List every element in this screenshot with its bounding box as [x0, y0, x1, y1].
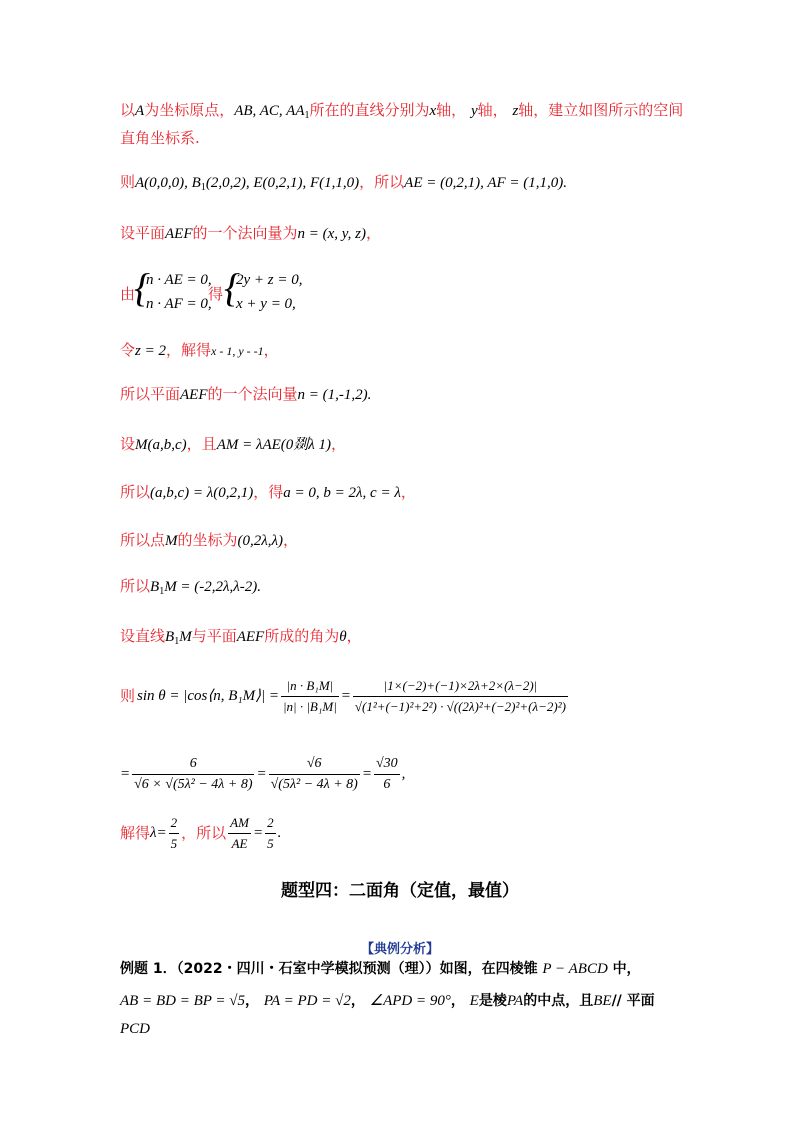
math: z = 2: [135, 343, 166, 359]
fraction: [169, 813, 180, 854]
fraction: [353, 676, 568, 717]
math: a = 0, b = 2λ, c = λ: [283, 485, 401, 501]
math: A(0,0,0), B: [135, 175, 201, 191]
text: 以: [120, 101, 136, 119]
section-title: 题型四：二面角（定值，最值）: [281, 881, 519, 901]
math: BE: [593, 993, 612, 1009]
denominator: √6 × √(5λ² − 4λ + 8): [132, 774, 254, 795]
text: ，: [346, 627, 362, 645]
math: 2y + z = 0,: [236, 272, 303, 288]
math: =: [340, 688, 351, 704]
subscript: 1: [304, 110, 310, 121]
math: AB = BD = BP = √5: [120, 993, 245, 1009]
numerator: AM: [230, 814, 249, 830]
text: 所以点: [120, 531, 166, 549]
math: x: [429, 103, 437, 119]
math: λ=: [150, 825, 167, 841]
solution-line-10: [120, 530, 298, 551]
fraction: [281, 676, 339, 717]
math: n · AF = 0,: [146, 296, 212, 312]
example-line-1: [120, 958, 641, 979]
math: PCD: [120, 1021, 150, 1037]
text: 的一个法向量为: [192, 224, 298, 242]
numerator: √6: [306, 755, 322, 771]
text: 解得: [120, 824, 151, 842]
math: ∠APD = 90°: [369, 993, 451, 1009]
denominator: √(5λ² − 4λ + 8): [269, 774, 360, 795]
fraction: [228, 813, 251, 854]
text: 所以平面: [120, 385, 181, 403]
math: .: [367, 387, 372, 403]
math: AB, AC, AA: [234, 103, 305, 119]
text: 与平面: [191, 627, 237, 645]
numerator: 2: [267, 814, 274, 830]
solution-line-11: [120, 576, 261, 602]
math: (2,0,2), E(0,2,1), F(1,1,0): [205, 175, 360, 191]
math: AM = λAE(0剟λ 1): [216, 437, 332, 453]
math: n = (x, y, z): [297, 226, 366, 242]
math: .: [277, 825, 282, 841]
math: =: [361, 766, 372, 782]
text: 的坐标为: [177, 531, 238, 549]
text: 由: [120, 285, 136, 303]
text: ，: [400, 483, 416, 501]
math: n · AE = 0,: [146, 272, 212, 288]
math: M: [179, 629, 192, 645]
math: AE = (0,2,1), AF = (1,1,0): [404, 175, 564, 191]
text: 所以: [120, 577, 151, 595]
math: y: [470, 103, 478, 119]
subscript: 1: [159, 586, 165, 597]
math: =: [120, 766, 131, 782]
math: M: [165, 533, 178, 549]
math: =: [256, 766, 267, 782]
text: 得: [208, 285, 224, 303]
fraction: [132, 754, 254, 795]
math: x - 1, y - -1: [211, 344, 264, 358]
denominator: 6: [374, 774, 400, 795]
text: 轴，: [436, 101, 467, 119]
text: 中，: [612, 961, 641, 977]
math: A: [135, 103, 145, 119]
fraction: [265, 813, 276, 854]
example-header-row: [0, 938, 800, 957]
text: ，所以: [181, 824, 227, 842]
solution-line-3: 则A(0,0,0), $B_1(2,0,2)$, E(0,2,1), F(1,1,0)，所以AE = (0,2,1), AF = (1,1,0).: [120, 173, 568, 193]
numerator: |n · B₁M|: [286, 677, 334, 693]
math: sin θ = |cos⟨n, B₁M⟩| =: [137, 688, 279, 704]
text: 的中点，且: [523, 993, 594, 1009]
text: 轴，: [477, 101, 508, 119]
example-header: 【典例分析】: [360, 942, 439, 957]
math: x + y = 0,: [236, 296, 296, 312]
math: AEF: [236, 629, 265, 645]
math: B: [165, 629, 175, 645]
denominator: √(1²+(−1)²+2²) · √((2λ)²+(−2)²+(λ−2)²): [353, 696, 568, 717]
math: AEF: [180, 387, 208, 403]
text: ，: [283, 531, 299, 549]
math: ,: [401, 766, 406, 782]
solution-line-9: [120, 482, 416, 503]
solution-line-7: [120, 384, 371, 405]
solution-line-6: [120, 340, 279, 361]
text: ，: [350, 993, 365, 1009]
example-line-2: [120, 990, 655, 1011]
denominator: |n| · |B₁M|: [281, 696, 339, 717]
math: E: [469, 993, 479, 1009]
numerator: 2: [170, 814, 178, 830]
text: 则: [120, 173, 136, 191]
math: =: [252, 825, 264, 841]
math: .: [563, 175, 568, 191]
denominator: 5: [265, 833, 276, 854]
left-brace: {: [224, 265, 240, 310]
text: 所在的直线分别为: [309, 101, 430, 119]
example-line-3: [120, 1018, 150, 1039]
solution-line-1: [120, 100, 683, 126]
subscript: 1: [174, 636, 180, 647]
text: ，: [263, 341, 279, 359]
text: 为坐标原点，: [144, 101, 235, 119]
text: 所以: [120, 483, 151, 501]
text: 直角坐标系.: [120, 129, 200, 147]
text: 所成的角为: [264, 627, 340, 645]
math: P − ABCD: [542, 961, 608, 977]
numerator: 6: [189, 755, 197, 771]
math: AEF: [165, 226, 193, 242]
math: .: [257, 579, 262, 595]
text: ，: [331, 435, 347, 453]
math: PA: [506, 993, 524, 1009]
math: PA = PD = √2: [263, 993, 351, 1009]
text: 设平面: [120, 224, 166, 242]
solution-line-12: [120, 626, 362, 652]
numerator: |1×(−2)+(−1)×2λ+2×(λ−2)|: [383, 677, 538, 693]
text: 轴，建立如图所示的空间: [518, 101, 684, 119]
math: (0,2λ,λ): [237, 533, 284, 549]
solution-line-14: [120, 746, 405, 802]
text: ，解得: [165, 341, 211, 359]
math: z: [512, 103, 519, 119]
math: B: [150, 579, 160, 595]
text: 的一个法向量: [207, 385, 298, 403]
math: θ: [339, 629, 347, 645]
text: // 平面: [611, 993, 655, 1009]
text: ，: [244, 993, 259, 1009]
solution-line-4: [120, 223, 381, 244]
solution-line-8: [120, 434, 346, 455]
text: 设: [120, 435, 136, 453]
math: (a,b,c) = λ(0,2,1): [150, 485, 254, 501]
fraction: [269, 754, 360, 795]
text: ，得: [253, 483, 284, 501]
denominator: 5: [169, 833, 180, 854]
text: ，: [365, 224, 381, 242]
text: ，且: [186, 435, 217, 453]
fraction: [374, 754, 400, 795]
solution-line-15: [120, 810, 281, 856]
math: M = (-2,2λ,λ-2): [164, 579, 258, 595]
solution-line-2: [120, 128, 200, 148]
denominator: AE: [228, 833, 251, 854]
text: ，所以: [359, 173, 405, 191]
solution-line-13: [120, 668, 570, 724]
math: n = (1,-1,2): [297, 387, 368, 403]
text: 令: [120, 341, 136, 359]
left-brace: {: [134, 265, 150, 310]
text: 是棱: [478, 993, 507, 1009]
text: 例题 1．（2022・四川・石室中学模拟预测（理））如图，在四棱锥: [120, 961, 538, 977]
math: M(a,b,c): [135, 437, 187, 453]
numerator: √30: [375, 755, 398, 771]
text: 则: [120, 687, 136, 705]
text: ，: [450, 993, 465, 1009]
text: 设直线: [120, 627, 166, 645]
